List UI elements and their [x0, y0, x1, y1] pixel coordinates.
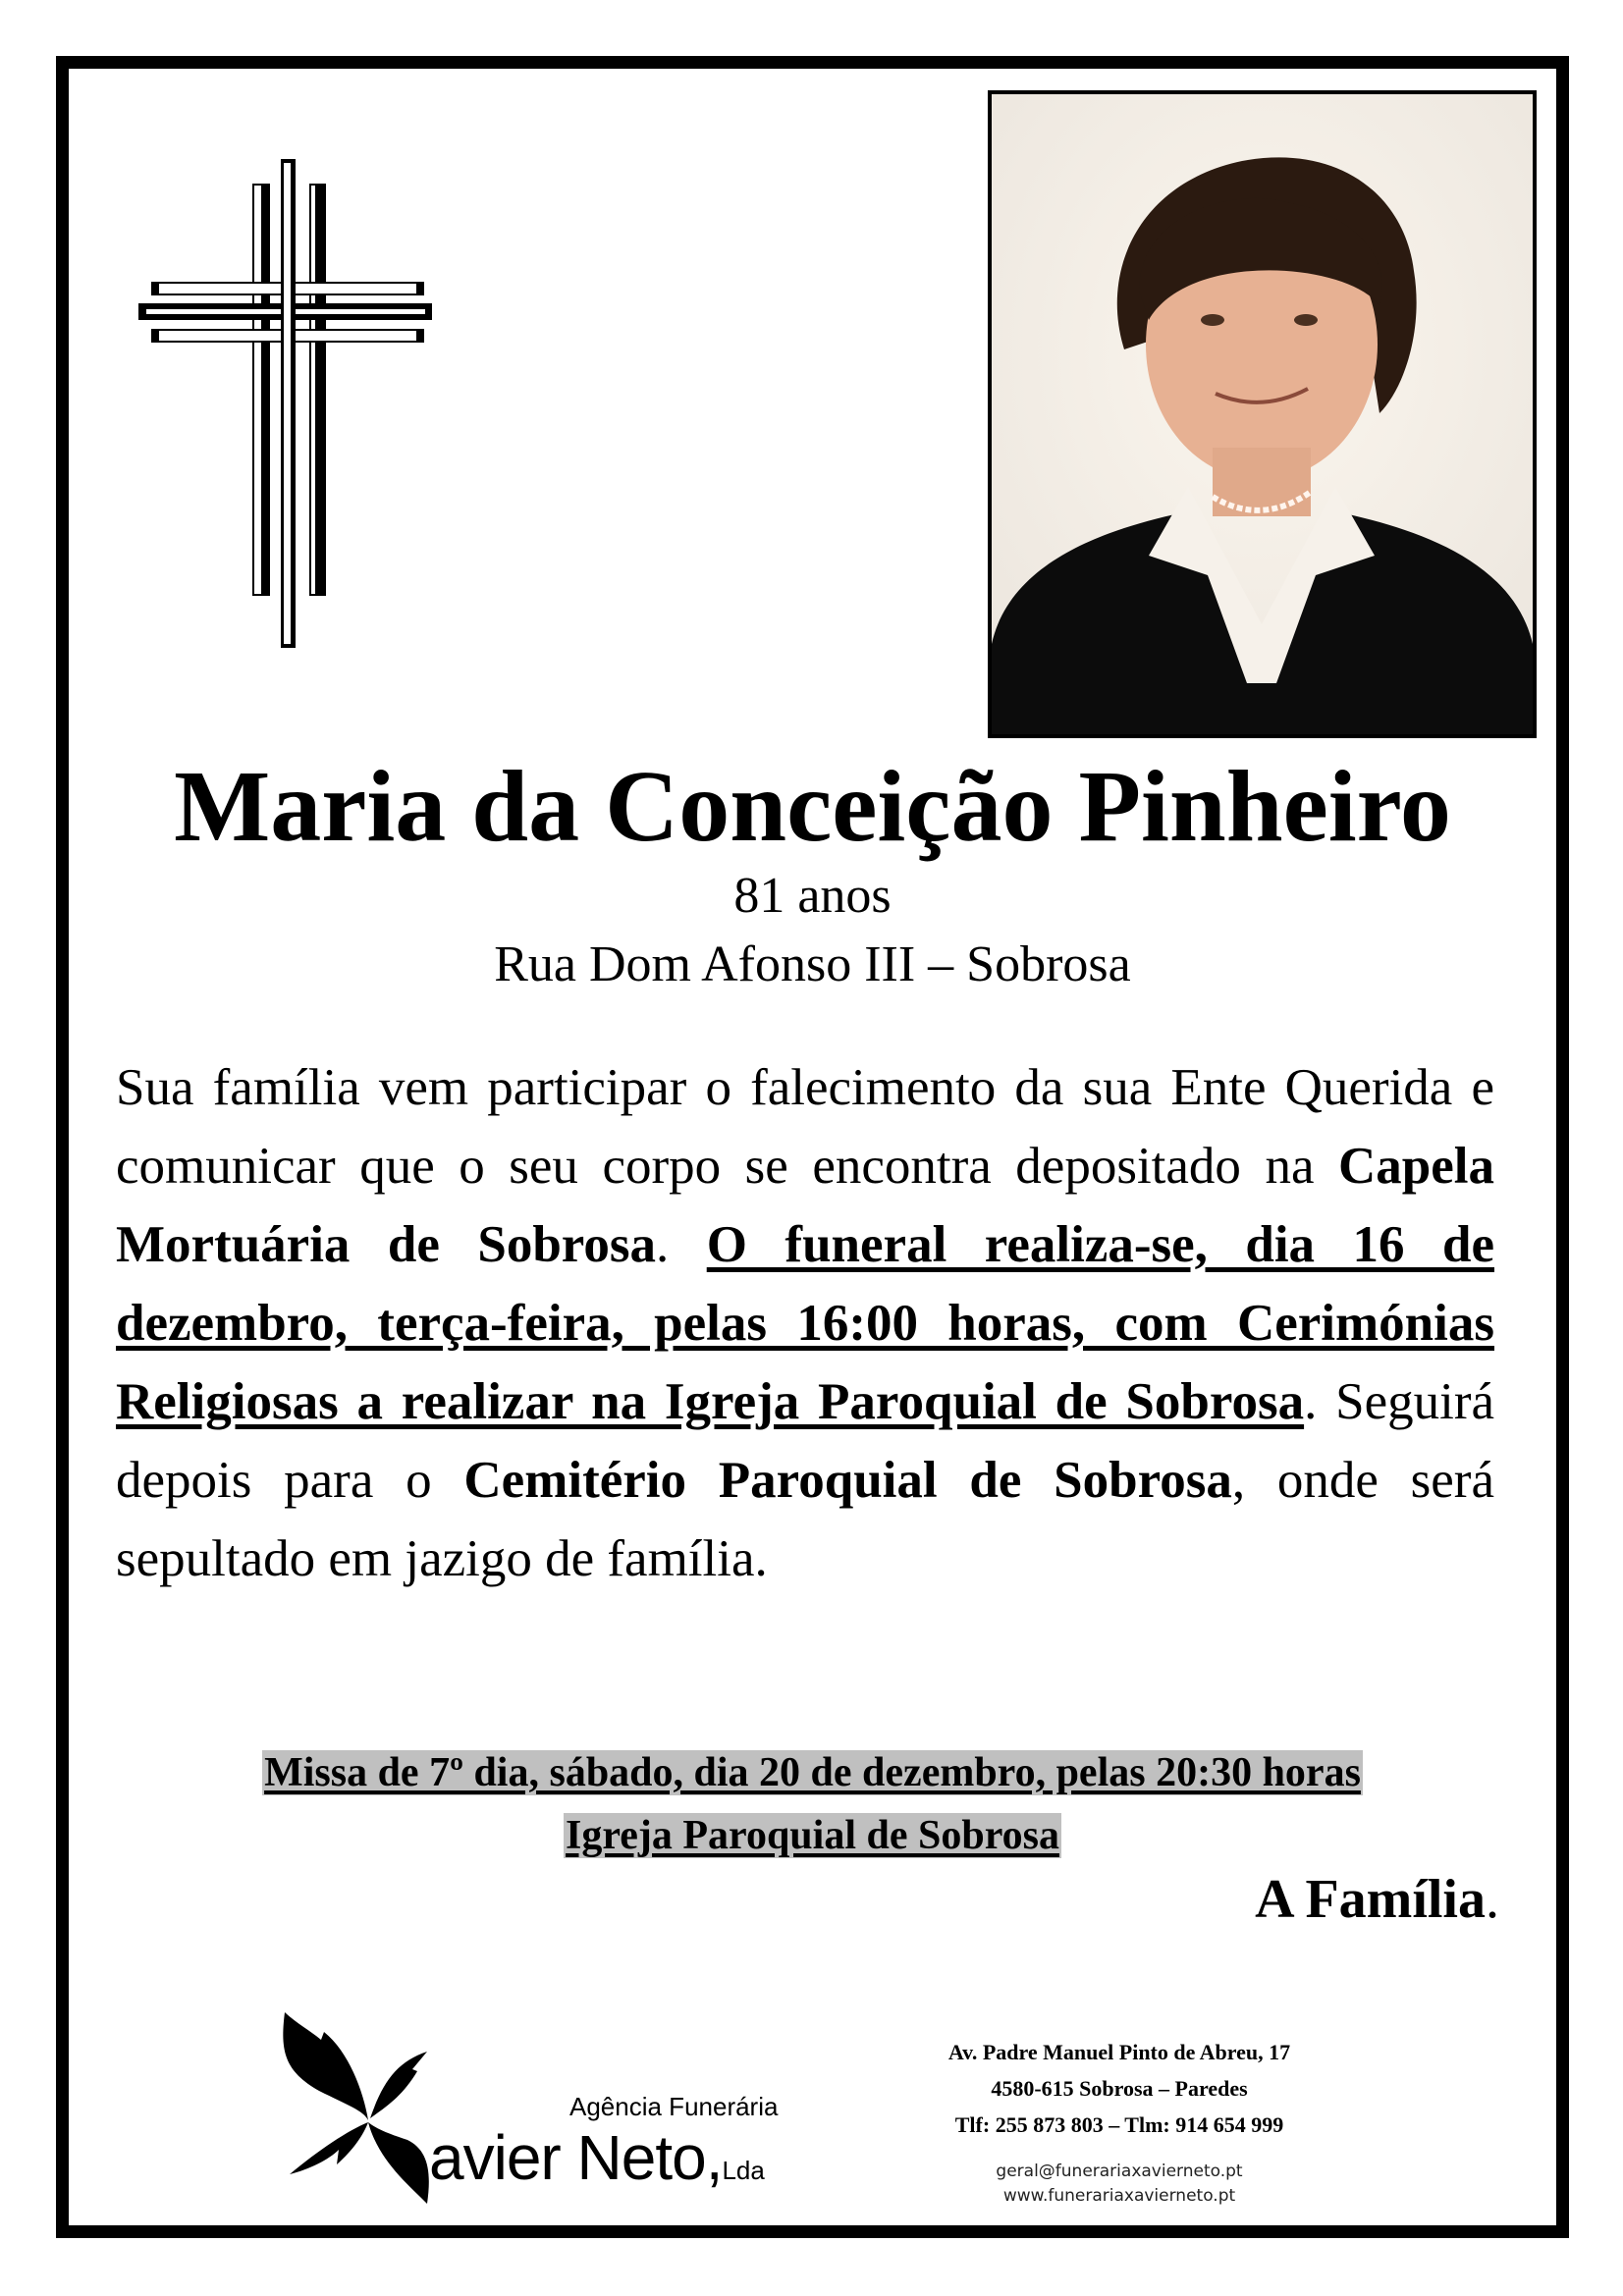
funeral-details: O funeral realiza-se, dia 16 de dezembro, terça-feira, pelas 16:00 horas, com Cerimónias Religiosas a realizar na Igreja Paroquial de Sobrosa: [116, 1216, 1494, 1430]
agency-address-line-2: 4580-615 Sobrosa – Paredes: [991, 2076, 1248, 2101]
signoff-punct: .: [1486, 1869, 1499, 1930]
body-text-sep: .: [656, 1216, 707, 1273]
cemetery-name: Cemitério Paroquial de Sobrosa: [463, 1452, 1232, 1509]
agency-name: [429, 2120, 765, 2208]
deceased-address: Rua Dom Afonso III – Sobrosa: [494, 936, 1131, 992]
chapel-name: Capela Mortuária de Sobrosa: [116, 1138, 1494, 1273]
agency-suffix: Lda: [722, 2156, 765, 2185]
portrait-photo: [988, 90, 1537, 738]
agency-address-line-1: Av. Padre Manuel Pinto de Abreu, 17: [947, 2040, 1291, 2064]
signoff: [1255, 1865, 1499, 1934]
agency-website[interactable]: www.funerariaxavierneto.pt: [1002, 2186, 1236, 2206]
agency-subtitle: Agência Funerária: [569, 2092, 779, 2121]
mass-line-1: Missa de 7º dia, sábado, dia 20 de dezembro, pelas 20:30 horas: [264, 1750, 1361, 1795]
agency-phones: Tlf: 255 873 803 – Tlm: 914 654 999: [954, 2112, 1284, 2137]
agency-contact: [864, 2034, 1375, 2143]
cross-icon: [137, 157, 432, 669]
body-text-end: , onde será sepultado em jazigo de família.: [116, 1452, 1494, 1587]
body-text-mid: . Seguirá depois para o: [116, 1373, 1494, 1509]
agency-name-text: avier Neto,: [429, 2122, 723, 2193]
body-text-intro: Sua família vem participar o falecimento da sua Ente Querida e comunicar que o seu corpo se encontra depositado na: [116, 1059, 1494, 1195]
deceased-age: 81 anos: [733, 868, 892, 924]
agency-web: [864, 2160, 1375, 2209]
mass-announcement: [56, 1741, 1569, 1867]
mass-line-2: Igreja Paroquial de Sobrosa: [566, 1813, 1059, 1858]
agency-email[interactable]: geral@funerariaxavierneto.pt: [996, 2162, 1243, 2181]
notice-body: [116, 1048, 1494, 1598]
deceased-name: Maria da Conceição Pinheiro: [174, 750, 1451, 863]
signoff-text: A Família: [1255, 1869, 1486, 1930]
